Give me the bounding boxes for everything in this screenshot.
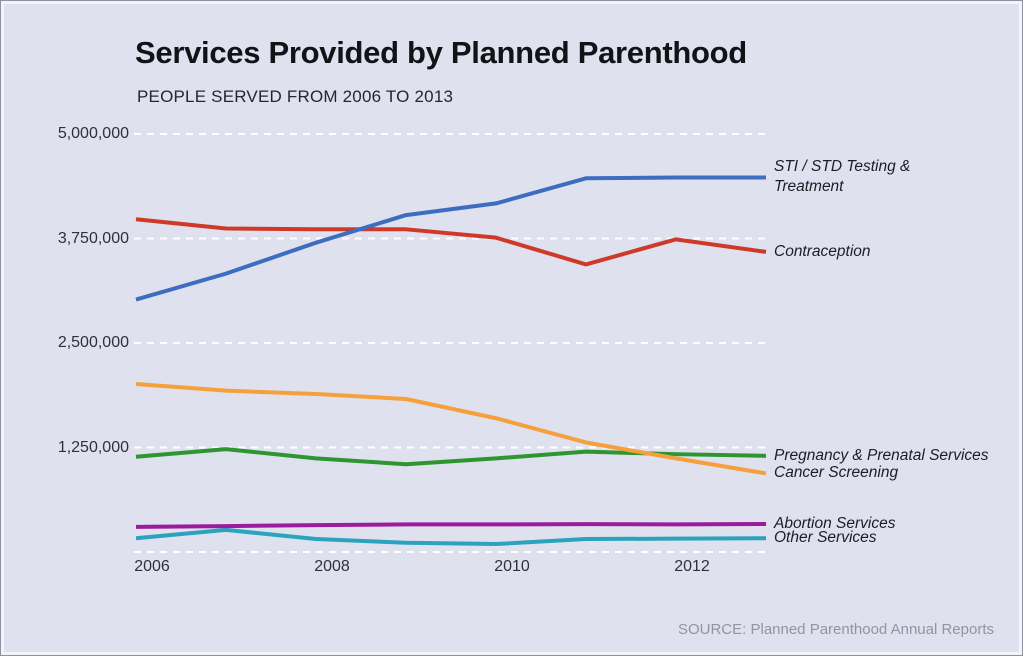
series-label-contraception: Contraception: [774, 242, 871, 260]
line-abortion-services: [136, 524, 766, 527]
x-axis-tick-label: 2006: [134, 558, 170, 575]
series-label-abortion-services: Abortion Services: [774, 514, 896, 532]
chart-subtitle: PEOPLE SERVED FROM 2006 TO 2013: [137, 87, 454, 106]
x-axis-tick-label: 2008: [314, 558, 350, 575]
series-label-cancer-screening: Cancer Screening: [774, 464, 899, 482]
series-label-pregnancy-prenatal-services: Pregnancy & Prenatal Services: [774, 446, 989, 464]
y-axis-tick-label: 1,250,000: [57, 438, 129, 456]
y-axis-tick-label: 3,750,000: [57, 229, 129, 247]
x-axis-tick-label: 2010: [494, 558, 530, 575]
y-axis-tick-label: 5,000,000: [57, 125, 129, 142]
source-note: SOURCE: Planned Parenthood Annual Reports: [677, 621, 994, 638]
series-label-sti-std-testing-treatment: STI / STD Testing & Treatment: [774, 158, 911, 196]
line-other-services: [136, 530, 766, 544]
series-label-other-services: Other Services: [774, 529, 877, 547]
line-contraception: [136, 219, 766, 264]
chart-title: Services Provided by Planned Parenthood: [135, 35, 747, 70]
y-axis-tick-label: 2,500,000: [57, 334, 129, 351]
x-axis-tick-label: 2012: [674, 558, 710, 575]
